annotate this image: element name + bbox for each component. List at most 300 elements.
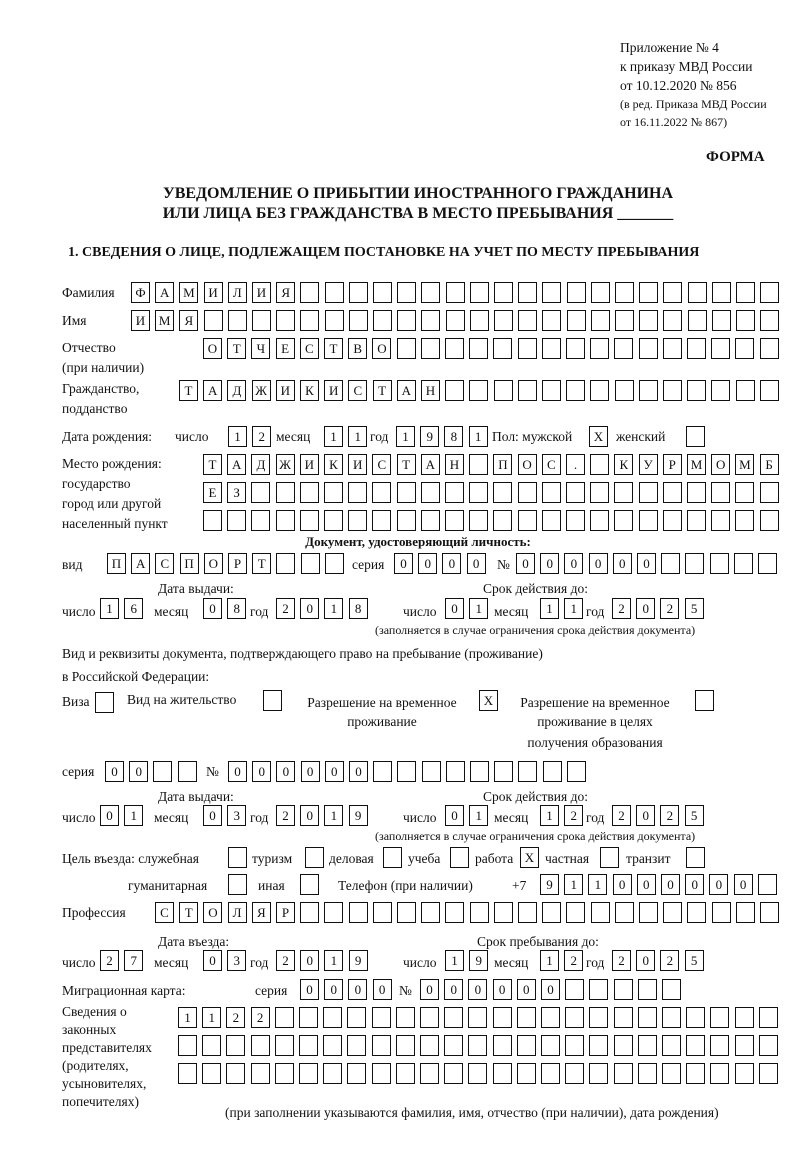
char-cell[interactable] [372, 1063, 391, 1084]
char-cell[interactable]: 0 [636, 950, 655, 971]
checkbox[interactable] [600, 847, 619, 868]
char-cell[interactable]: 2 [660, 950, 679, 971]
char-cell[interactable]: 9 [420, 426, 439, 447]
char-cell[interactable]: Ч [251, 338, 270, 359]
char-cell[interactable]: 2 [660, 598, 679, 619]
char-cell[interactable] [396, 1007, 415, 1028]
char-cell[interactable] [203, 510, 222, 531]
char-cell[interactable] [251, 482, 270, 503]
char-cell[interactable] [252, 310, 271, 331]
char-cell[interactable] [687, 380, 706, 401]
char-cell[interactable] [323, 1035, 342, 1056]
char-cell[interactable] [470, 282, 489, 303]
char-cell[interactable] [736, 902, 755, 923]
char-cell[interactable]: 1 [564, 598, 583, 619]
char-cell[interactable]: К [614, 454, 633, 475]
char-cell[interactable] [661, 553, 680, 574]
char-cell[interactable] [543, 761, 562, 782]
char-cell[interactable] [542, 482, 561, 503]
char-cell[interactable] [494, 761, 513, 782]
char-cell[interactable]: А [203, 380, 222, 401]
char-cell[interactable]: 1 [228, 426, 247, 447]
char-cell[interactable] [349, 310, 368, 331]
char-cell[interactable] [614, 338, 633, 359]
char-cell[interactable]: Т [397, 454, 416, 475]
checkbox[interactable]: X [479, 690, 498, 711]
char-cell[interactable] [324, 482, 343, 503]
char-cell[interactable]: И [276, 380, 295, 401]
char-cell[interactable] [662, 1007, 681, 1028]
char-cell[interactable] [615, 902, 634, 923]
checkbox[interactable] [450, 847, 469, 868]
char-cell[interactable]: 0 [203, 805, 222, 826]
char-cell[interactable] [688, 282, 707, 303]
char-cell[interactable] [711, 482, 730, 503]
char-cell[interactable] [614, 1035, 633, 1056]
char-cell[interactable] [638, 1035, 657, 1056]
char-cell[interactable] [759, 1063, 778, 1084]
char-cell[interactable]: З [227, 482, 246, 503]
char-cell[interactable] [710, 1035, 729, 1056]
char-cell[interactable] [712, 282, 731, 303]
char-cell[interactable] [662, 979, 681, 1000]
char-cell[interactable] [299, 1035, 318, 1056]
char-cell[interactable] [614, 1007, 633, 1028]
char-cell[interactable] [688, 310, 707, 331]
char-cell[interactable] [396, 1063, 415, 1084]
char-cell[interactable]: 9 [349, 950, 368, 971]
char-cell[interactable] [639, 282, 658, 303]
char-cell[interactable] [251, 1063, 270, 1084]
char-cell[interactable] [760, 338, 779, 359]
char-cell[interactable] [518, 761, 537, 782]
char-cell[interactable]: 0 [420, 979, 439, 1000]
char-cell[interactable] [614, 1063, 633, 1084]
char-cell[interactable] [685, 553, 704, 574]
char-cell[interactable]: Р [228, 553, 247, 574]
char-cell[interactable]: 2 [564, 950, 583, 971]
char-cell[interactable]: С [155, 902, 174, 923]
char-cell[interactable]: 0 [636, 598, 655, 619]
char-cell[interactable] [614, 510, 633, 531]
char-cell[interactable] [517, 1035, 536, 1056]
char-cell[interactable] [300, 282, 319, 303]
char-cell[interactable]: С [372, 454, 391, 475]
char-cell[interactable] [589, 1035, 608, 1056]
char-cell[interactable] [615, 310, 634, 331]
char-cell[interactable] [760, 380, 779, 401]
char-cell[interactable] [493, 1007, 512, 1028]
char-cell[interactable]: А [397, 380, 416, 401]
char-cell[interactable]: 0 [373, 979, 392, 1000]
char-cell[interactable]: 1 [100, 598, 119, 619]
char-cell[interactable] [445, 902, 464, 923]
char-cell[interactable]: С [542, 454, 561, 475]
char-cell[interactable]: 0 [276, 761, 295, 782]
char-cell[interactable]: 0 [105, 761, 124, 782]
char-cell[interactable]: Т [203, 454, 222, 475]
char-cell[interactable] [639, 380, 658, 401]
char-cell[interactable] [712, 310, 731, 331]
char-cell[interactable] [662, 1063, 681, 1084]
char-cell[interactable] [227, 510, 246, 531]
char-cell[interactable]: 1 [469, 426, 488, 447]
char-cell[interactable]: 0 [100, 805, 119, 826]
char-cell[interactable] [373, 902, 392, 923]
char-cell[interactable]: 5 [685, 598, 704, 619]
char-cell[interactable] [494, 380, 513, 401]
char-cell[interactable] [325, 310, 344, 331]
char-cell[interactable] [566, 380, 585, 401]
char-cell[interactable] [590, 482, 609, 503]
char-cell[interactable] [687, 510, 706, 531]
char-cell[interactable] [542, 338, 561, 359]
char-cell[interactable] [420, 1035, 439, 1056]
char-cell[interactable]: И [348, 454, 367, 475]
char-cell[interactable]: 0 [444, 979, 463, 1000]
char-cell[interactable]: 8 [227, 598, 246, 619]
char-cell[interactable]: О [518, 454, 537, 475]
char-cell[interactable] [251, 1035, 270, 1056]
char-cell[interactable]: 5 [685, 950, 704, 971]
char-cell[interactable] [758, 874, 777, 895]
char-cell[interactable] [397, 510, 416, 531]
char-cell[interactable]: 0 [252, 761, 271, 782]
char-cell[interactable]: Е [276, 338, 295, 359]
char-cell[interactable] [638, 1063, 657, 1084]
char-cell[interactable]: 0 [300, 950, 319, 971]
char-cell[interactable]: К [300, 380, 319, 401]
char-cell[interactable]: 0 [418, 553, 437, 574]
char-cell[interactable]: 9 [469, 950, 488, 971]
char-cell[interactable] [759, 1007, 778, 1028]
char-cell[interactable] [347, 1063, 366, 1084]
char-cell[interactable] [590, 380, 609, 401]
char-cell[interactable]: 0 [300, 805, 319, 826]
char-cell[interactable]: Т [227, 338, 246, 359]
char-cell[interactable]: 0 [300, 979, 319, 1000]
char-cell[interactable]: 0 [613, 553, 632, 574]
char-cell[interactable] [760, 282, 779, 303]
char-cell[interactable]: 0 [442, 553, 461, 574]
char-cell[interactable] [421, 510, 440, 531]
char-cell[interactable]: 0 [734, 874, 753, 895]
char-cell[interactable]: 2 [251, 1007, 270, 1028]
checkbox[interactable] [695, 690, 714, 711]
char-cell[interactable] [686, 1035, 705, 1056]
char-cell[interactable]: 0 [709, 874, 728, 895]
char-cell[interactable]: 5 [685, 805, 704, 826]
char-cell[interactable]: Я [179, 310, 198, 331]
char-cell[interactable] [686, 1007, 705, 1028]
char-cell[interactable] [469, 454, 488, 475]
char-cell[interactable] [518, 902, 537, 923]
char-cell[interactable] [710, 1007, 729, 1028]
char-cell[interactable]: 0 [636, 805, 655, 826]
char-cell[interactable] [446, 761, 465, 782]
char-cell[interactable] [663, 380, 682, 401]
char-cell[interactable] [711, 338, 730, 359]
checkbox[interactable] [686, 847, 705, 868]
char-cell[interactable]: 0 [445, 805, 464, 826]
char-cell[interactable] [735, 1007, 754, 1028]
char-cell[interactable] [567, 282, 586, 303]
char-cell[interactable] [639, 482, 658, 503]
char-cell[interactable] [736, 282, 755, 303]
char-cell[interactable]: П [180, 553, 199, 574]
char-cell[interactable] [275, 1063, 294, 1084]
char-cell[interactable]: 0 [613, 874, 632, 895]
char-cell[interactable]: Е [203, 482, 222, 503]
char-cell[interactable] [325, 282, 344, 303]
char-cell[interactable]: 0 [637, 553, 656, 574]
char-cell[interactable] [446, 310, 465, 331]
char-cell[interactable] [421, 282, 440, 303]
char-cell[interactable] [518, 510, 537, 531]
char-cell[interactable]: О [204, 553, 223, 574]
char-cell[interactable] [178, 1035, 197, 1056]
char-cell[interactable] [348, 510, 367, 531]
char-cell[interactable] [542, 282, 561, 303]
char-cell[interactable]: 0 [325, 761, 344, 782]
char-cell[interactable] [591, 310, 610, 331]
char-cell[interactable] [760, 310, 779, 331]
char-cell[interactable] [517, 1007, 536, 1028]
char-cell[interactable]: Д [251, 454, 270, 475]
char-cell[interactable]: 0 [301, 761, 320, 782]
char-cell[interactable] [397, 482, 416, 503]
char-cell[interactable]: Т [179, 902, 198, 923]
char-cell[interactable] [397, 282, 416, 303]
char-cell[interactable]: 1 [178, 1007, 197, 1028]
checkbox[interactable] [383, 847, 402, 868]
char-cell[interactable]: 0 [467, 553, 486, 574]
char-cell[interactable] [299, 1063, 318, 1084]
char-cell[interactable]: 0 [300, 598, 319, 619]
char-cell[interactable] [735, 482, 754, 503]
char-cell[interactable]: 0 [540, 553, 559, 574]
char-cell[interactable] [541, 1063, 560, 1084]
char-cell[interactable] [275, 1007, 294, 1028]
char-cell[interactable]: П [107, 553, 126, 574]
char-cell[interactable]: . [566, 454, 585, 475]
char-cell[interactable]: Т [179, 380, 198, 401]
char-cell[interactable] [324, 510, 343, 531]
char-cell[interactable]: Т [373, 380, 392, 401]
char-cell[interactable] [468, 1035, 487, 1056]
char-cell[interactable]: 1 [324, 598, 343, 619]
char-cell[interactable] [469, 380, 488, 401]
checkbox[interactable] [263, 690, 282, 711]
char-cell[interactable] [711, 510, 730, 531]
char-cell[interactable]: О [203, 902, 222, 923]
char-cell[interactable] [493, 1063, 512, 1084]
char-cell[interactable] [638, 979, 657, 1000]
char-cell[interactable] [421, 338, 440, 359]
char-cell[interactable] [470, 761, 489, 782]
char-cell[interactable] [639, 510, 658, 531]
char-cell[interactable] [324, 902, 343, 923]
char-cell[interactable] [591, 902, 610, 923]
char-cell[interactable] [662, 1035, 681, 1056]
char-cell[interactable] [566, 902, 585, 923]
char-cell[interactable] [663, 482, 682, 503]
char-cell[interactable]: 0 [589, 553, 608, 574]
char-cell[interactable] [178, 761, 197, 782]
char-cell[interactable]: 1 [564, 874, 583, 895]
char-cell[interactable] [373, 310, 392, 331]
char-cell[interactable] [275, 1035, 294, 1056]
char-cell[interactable] [348, 482, 367, 503]
char-cell[interactable] [178, 1063, 197, 1084]
char-cell[interactable] [372, 1007, 391, 1028]
char-cell[interactable] [469, 510, 488, 531]
char-cell[interactable]: 1 [445, 950, 464, 971]
char-cell[interactable] [153, 761, 172, 782]
char-cell[interactable] [614, 482, 633, 503]
char-cell[interactable] [736, 380, 755, 401]
char-cell[interactable]: Н [445, 454, 464, 475]
char-cell[interactable]: Я [276, 282, 295, 303]
char-cell[interactable] [565, 1035, 584, 1056]
char-cell[interactable]: 0 [228, 761, 247, 782]
char-cell[interactable]: 1 [469, 805, 488, 826]
char-cell[interactable] [735, 338, 754, 359]
char-cell[interactable]: 1 [469, 598, 488, 619]
char-cell[interactable]: 0 [517, 979, 536, 1000]
char-cell[interactable]: Ж [252, 380, 271, 401]
char-cell[interactable] [397, 761, 416, 782]
char-cell[interactable] [760, 902, 779, 923]
char-cell[interactable] [735, 510, 754, 531]
char-cell[interactable] [421, 482, 440, 503]
char-cell[interactable]: 1 [588, 874, 607, 895]
char-cell[interactable]: У [639, 454, 658, 475]
char-cell[interactable]: 3 [227, 805, 246, 826]
char-cell[interactable] [300, 902, 319, 923]
checkbox[interactable]: X [520, 847, 539, 868]
char-cell[interactable] [372, 1035, 391, 1056]
char-cell[interactable] [638, 1007, 657, 1028]
char-cell[interactable] [470, 902, 489, 923]
char-cell[interactable] [541, 1007, 560, 1028]
char-cell[interactable] [421, 902, 440, 923]
char-cell[interactable] [202, 1035, 221, 1056]
char-cell[interactable] [276, 553, 295, 574]
char-cell[interactable]: О [203, 338, 222, 359]
char-cell[interactable] [589, 979, 608, 1000]
char-cell[interactable]: 2 [612, 950, 631, 971]
char-cell[interactable] [372, 482, 391, 503]
char-cell[interactable]: М [735, 454, 754, 475]
char-cell[interactable] [349, 282, 368, 303]
char-cell[interactable]: Б [760, 454, 779, 475]
char-cell[interactable]: 1 [540, 598, 559, 619]
char-cell[interactable]: 1 [324, 426, 343, 447]
char-cell[interactable] [325, 553, 344, 574]
char-cell[interactable] [276, 482, 295, 503]
char-cell[interactable] [565, 979, 584, 1000]
char-cell[interactable] [445, 338, 464, 359]
char-cell[interactable] [301, 553, 320, 574]
char-cell[interactable]: С [300, 338, 319, 359]
char-cell[interactable]: И [131, 310, 150, 331]
char-cell[interactable]: 0 [129, 761, 148, 782]
char-cell[interactable] [397, 338, 416, 359]
char-cell[interactable]: 2 [564, 805, 583, 826]
char-cell[interactable] [276, 510, 295, 531]
char-cell[interactable] [518, 338, 537, 359]
char-cell[interactable]: 1 [348, 426, 367, 447]
char-cell[interactable]: 8 [349, 598, 368, 619]
char-cell[interactable] [639, 310, 658, 331]
char-cell[interactable] [541, 1035, 560, 1056]
char-cell[interactable]: Н [421, 380, 440, 401]
char-cell[interactable] [590, 338, 609, 359]
char-cell[interactable] [493, 1035, 512, 1056]
char-cell[interactable]: 0 [324, 979, 343, 1000]
char-cell[interactable] [494, 310, 513, 331]
char-cell[interactable] [420, 1063, 439, 1084]
char-cell[interactable]: Л [228, 282, 247, 303]
char-cell[interactable]: 1 [124, 805, 143, 826]
char-cell[interactable] [228, 310, 247, 331]
char-cell[interactable]: 7 [124, 950, 143, 971]
char-cell[interactable]: Ж [276, 454, 295, 475]
char-cell[interactable]: 9 [540, 874, 559, 895]
char-cell[interactable]: 0 [516, 553, 535, 574]
char-cell[interactable] [469, 482, 488, 503]
char-cell[interactable] [444, 1035, 463, 1056]
checkbox[interactable] [686, 426, 705, 447]
char-cell[interactable] [518, 482, 537, 503]
char-cell[interactable] [542, 902, 561, 923]
char-cell[interactable]: П [493, 454, 512, 475]
char-cell[interactable] [470, 310, 489, 331]
char-cell[interactable]: К [324, 454, 343, 475]
char-cell[interactable] [542, 510, 561, 531]
char-cell[interactable] [373, 282, 392, 303]
char-cell[interactable] [710, 1063, 729, 1084]
char-cell[interactable] [542, 380, 561, 401]
char-cell[interactable] [712, 902, 731, 923]
char-cell[interactable] [494, 282, 513, 303]
char-cell[interactable]: 0 [564, 553, 583, 574]
char-cell[interactable] [760, 482, 779, 503]
char-cell[interactable]: М [687, 454, 706, 475]
char-cell[interactable] [735, 1063, 754, 1084]
checkbox[interactable] [300, 874, 319, 895]
char-cell[interactable]: О [711, 454, 730, 475]
char-cell[interactable]: 2 [276, 950, 295, 971]
char-cell[interactable]: 9 [349, 805, 368, 826]
char-cell[interactable] [517, 1063, 536, 1084]
char-cell[interactable]: 0 [349, 761, 368, 782]
char-cell[interactable] [591, 282, 610, 303]
char-cell[interactable] [347, 1007, 366, 1028]
char-cell[interactable]: И [324, 380, 343, 401]
char-cell[interactable] [542, 310, 561, 331]
char-cell[interactable]: 6 [124, 598, 143, 619]
char-cell[interactable] [299, 1007, 318, 1028]
char-cell[interactable] [614, 979, 633, 1000]
char-cell[interactable]: 1 [202, 1007, 221, 1028]
char-cell[interactable] [639, 902, 658, 923]
char-cell[interactable]: 1 [540, 805, 559, 826]
char-cell[interactable] [615, 380, 634, 401]
char-cell[interactable] [202, 1063, 221, 1084]
char-cell[interactable] [397, 310, 416, 331]
